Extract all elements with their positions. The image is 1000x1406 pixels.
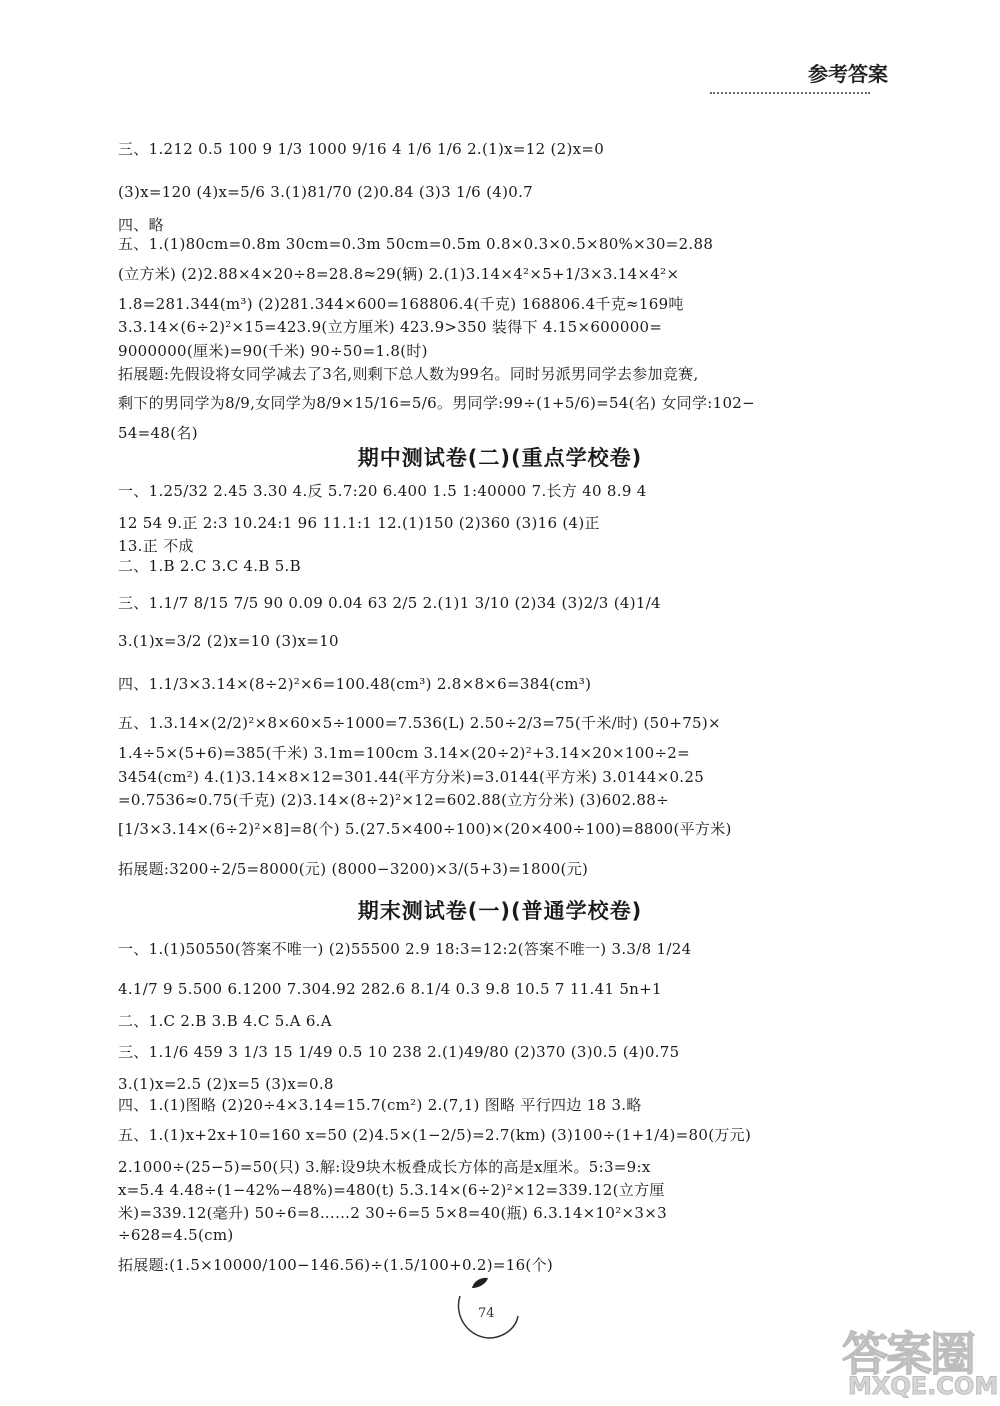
- answer-line: =0.7536≈0.75(千克) (2)3.14×(8÷2)²×12=602.88(立方分米) (3)602.88÷: [118, 791, 669, 809]
- answer-line: 五、1.3.14×(2/2)²×8×60×5÷1000=7.536(L) 2.50÷2/3=75(千米/时) (50+75)×: [118, 714, 721, 732]
- answer-line: 二、1.B 2.C 3.C 4.B 5.B: [118, 557, 301, 575]
- answer-line: 拓展题:先假设将女同学减去了3名,则剩下总人数为99名。同时另派男同学去参加竞赛,: [118, 365, 699, 383]
- section-title-midterm: 期中测试卷(二)(重点学校卷): [357, 446, 643, 470]
- answer-line: 12 54 9.正 2:3 10.24:1 96 11.1:1 12.(1)150 (2)360 (3)16 (4)正: [118, 514, 600, 532]
- answer-line: (3)x=120 (4)x=5/6 3.(1)81/70 (2)0.84 (3)3 1/6 (4)0.7: [118, 183, 533, 201]
- answer-line: 三、1.1/6 459 3 1/3 15 1/49 0.5 10 238 2.(1)49/80 (2)370 (3)0.5 (4)0.75: [118, 1043, 680, 1061]
- answer-line: 五、1.(1)x+2x+10=160 x=50 (2)4.5×(1−2/5)=2.7(km) (3)100÷(1+1/4)=80(万元): [118, 1126, 752, 1144]
- answer-line: 一、1.25/32 2.45 3.30 4.反 5.7:20 6.400 1.5 1:40000 7.长方 40 8.9 4: [118, 482, 647, 500]
- answer-line: 米)=339.12(毫升) 50÷6=8……2 30÷6=5 5×8=40(瓶) 6.3.14×10²×3×3: [118, 1204, 667, 1222]
- answer-line: x=5.4 4.48÷(1−42%−48%)=480(t) 5.3.14×(6÷2)²×12=339.12(立方厘: [118, 1181, 665, 1199]
- answer-line: 五、1.(1)80cm=0.8m 30cm=0.3m 50cm=0.5m 0.8×0.3×0.5×80%×30=2.88: [118, 235, 714, 253]
- answer-line: 3.(1)x=3/2 (2)x=10 (3)x=10: [118, 632, 339, 650]
- answer-line: 四、1.1/3×3.14×(8÷2)²×6=100.48(cm³) 2.8×8×6=384(cm³): [118, 675, 592, 693]
- answer-line: 2.1000÷(25−5)=50(只) 3.解:设9块木板叠成长方体的高是x厘米。5:3=9:x: [118, 1158, 651, 1176]
- answer-line: [1/3×3.14×(6÷2)²×8]=8(个) 5.(27.5×400÷100)×(20×400÷100)=8800(平方米): [118, 820, 732, 838]
- answer-line: 13.正 不成: [118, 537, 194, 555]
- page-number: 74: [478, 1306, 495, 1321]
- answer-line: 54=48(名): [118, 424, 198, 442]
- answer-line: 3454(cm²) 4.(1)3.14×8×12=301.44(平方分米)=3.0144(平方米) 3.0144×0.25: [118, 768, 705, 786]
- answer-line: 拓展题:(1.5×10000/100−146.56)÷(1.5/100+0.2)=16(个): [118, 1256, 554, 1274]
- leaf-icon: [470, 1276, 490, 1290]
- answer-line: 9000000(厘米)=90(千米) 90÷50=1.8(时): [118, 342, 428, 360]
- answer-line: 四、略: [118, 216, 164, 234]
- answer-line: 拓展题:3200÷2/5=8000(元) (8000−3200)×3/(5+3)=1800(元): [118, 860, 589, 878]
- answer-line: 四、1.(1)图略 (2)20÷4×3.14=15.7(cm²) 2.(7,1) 图略 平行四边 18 3.略: [118, 1096, 642, 1114]
- answer-line: 1.4÷5×(5+6)=385(千米) 3.1m=100cm 3.14×(20÷2)²+3.14×20×100÷2=: [118, 744, 691, 762]
- header-divider: [710, 92, 870, 94]
- section-title-final: 期末测试卷(一)(普通学校卷): [357, 899, 643, 923]
- answer-line: 4.1/7 9 5.500 6.1200 7.304.92 282.6 8.1/4 0.3 9.8 10.5 7 11.41 5n+1: [118, 980, 662, 998]
- answer-line: 三、1.212 0.5 100 9 1/3 1000 9/16 4 1/6 1/6 2.(1)x=12 (2)x=0: [118, 140, 605, 158]
- answer-line: 3.3.14×(6÷2)²×15=423.9(立方厘米) 423.9>350 装得下 4.15×600000=: [118, 318, 663, 336]
- answer-line: 三、1.1/7 8/15 7/5 90 0.09 0.04 63 2/5 2.(1)1 3/10 (2)34 (3)2/3 (4)1/4: [118, 594, 661, 612]
- page-header-title: 参考答案: [808, 62, 888, 86]
- answer-line: 剩下的男同学为8/9,女同学为8/9×15/16=5/6。男同学:99÷(1+5/6)=54(名) 女同学:102−: [118, 394, 756, 412]
- answer-line: 一、1.(1)50550(答案不唯一) (2)55500 2.9 18:3=12:2(答案不唯一) 3.3/8 1/24: [118, 940, 692, 958]
- watermark-logo: 答案圈: [842, 1327, 974, 1381]
- answer-line: 3.(1)x=2.5 (2)x=5 (3)x=0.8: [118, 1075, 334, 1093]
- answer-line: 1.8=281.344(m³) (2)281.344×600=168806.4(千克) 168806.4千克≈169吨: [118, 295, 684, 313]
- answer-line: ÷628=4.5(cm): [118, 1226, 234, 1244]
- watermark-url: MXQE.COM: [848, 1372, 999, 1400]
- answer-line: 二、1.C 2.B 3.B 4.C 5.A 6.A: [118, 1012, 332, 1030]
- answer-line: (立方米) (2)2.88×4×20÷8=28.8≈29(辆) 2.(1)3.14×4²×5+1/3×3.14×4²×: [118, 265, 680, 283]
